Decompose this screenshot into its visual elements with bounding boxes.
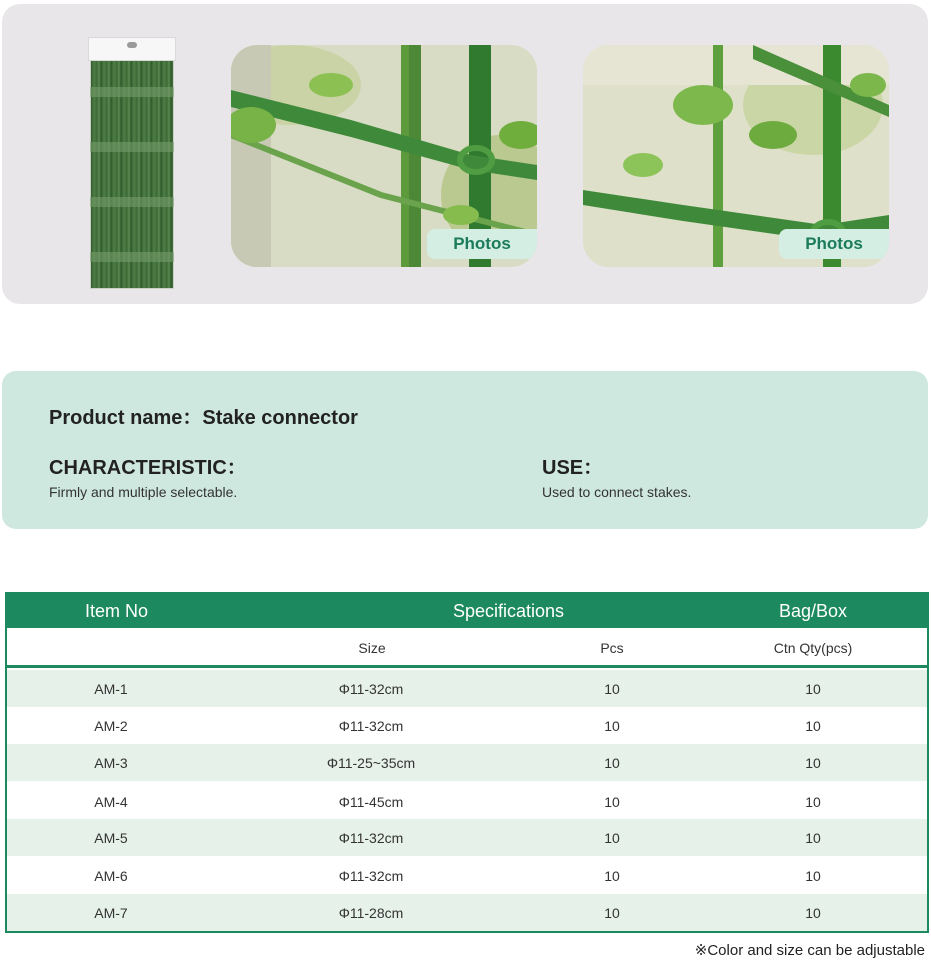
characteristic-heading: CHARACTERISTIC：: [49, 457, 247, 479]
cell-size: Φ11-45cm: [338, 794, 404, 810]
cell-size: Φ11-32cm: [338, 868, 404, 884]
table-row: [7, 707, 927, 744]
cell-item: AM-4: [94, 794, 128, 810]
cell-size: Φ11-28cm: [338, 905, 404, 921]
table-row: [7, 783, 927, 820]
cell-item: AM-7: [94, 905, 128, 921]
product-name: Product name：Stake connector: [49, 407, 358, 429]
cell-item: AM-2: [94, 718, 128, 734]
cell-ctn: 10: [805, 905, 821, 921]
bundle-band: [90, 142, 174, 152]
table-row: [7, 894, 927, 931]
characteristic-text: Firmly and multiple selectable.: [49, 484, 238, 500]
cell-item: AM-3: [94, 755, 128, 771]
subheader-pcs: Pcs: [600, 640, 624, 656]
table-row: [7, 819, 927, 856]
adjustable-note: ※Color and size can be adjustable: [694, 942, 925, 959]
cell-ctn: 10: [805, 681, 821, 697]
cell-pcs: 10: [604, 794, 620, 810]
table-row: [7, 857, 927, 894]
table-row: [7, 670, 927, 707]
bundle-band: [90, 87, 174, 97]
cell-pcs: 10: [604, 905, 620, 921]
hang-hole: [127, 42, 137, 48]
photos-label: Photos: [427, 229, 537, 259]
header-specifications: Specifications: [453, 601, 565, 621]
product-package-image: [88, 37, 176, 289]
table-header: [7, 594, 927, 628]
bundle-band: [90, 252, 174, 262]
cell-ctn: 10: [805, 868, 821, 884]
specification-table: [5, 592, 929, 933]
use-heading: USE：: [542, 457, 604, 479]
cell-item: AM-5: [94, 830, 128, 846]
product-info-panel: [2, 371, 928, 529]
photo-stake-connector-2: [583, 45, 889, 267]
cell-item: AM-1: [94, 681, 128, 697]
product-gallery: [2, 4, 928, 304]
subheader-ctn-qty: Ctn Qty(pcs): [773, 640, 853, 656]
cell-size: Φ11-25~35cm: [326, 755, 416, 771]
cell-ctn: 10: [805, 718, 821, 734]
cell-ctn: 10: [805, 794, 821, 810]
cell-pcs: 10: [604, 755, 620, 771]
table-subheader: [7, 628, 927, 668]
cell-pcs: 10: [604, 868, 620, 884]
header-item-no: Item No: [85, 601, 149, 621]
photos-label: Photos: [779, 229, 889, 259]
cell-size: Φ11-32cm: [338, 830, 404, 846]
photo-stake-connector-1: [231, 45, 537, 267]
bundle-band: [90, 197, 174, 207]
cell-pcs: 10: [604, 830, 620, 846]
cell-ctn: 10: [805, 830, 821, 846]
cell-ctn: 10: [805, 755, 821, 771]
cell-size: Φ11-32cm: [338, 718, 404, 734]
cell-size: Φ11-32cm: [338, 681, 404, 697]
table-row: [7, 744, 927, 781]
header-bag-box: Bag/Box: [779, 601, 848, 621]
use-text: Used to connect stakes.: [542, 484, 692, 500]
package-header: [88, 37, 176, 61]
cell-pcs: 10: [604, 681, 620, 697]
cell-item: AM-6: [94, 868, 128, 884]
cell-pcs: 10: [604, 718, 620, 734]
subheader-size: Size: [358, 640, 386, 656]
